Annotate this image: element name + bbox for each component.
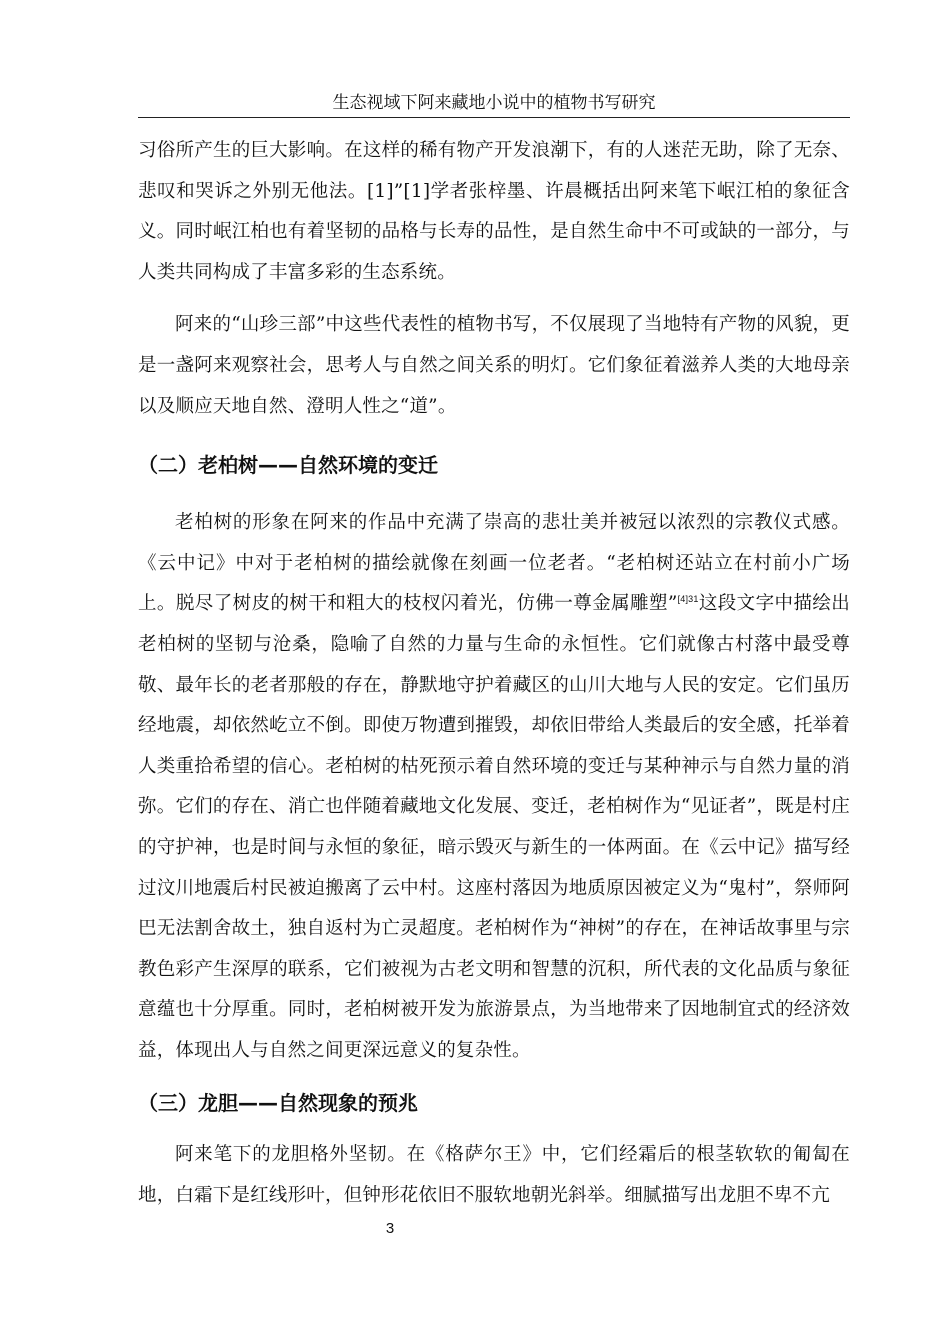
paragraph-longdan: 阿来笔下的龙胆格外坚韧。在《格萨尔王》中，它们经霜后的根茎软软的匍匐在地，白霜下是红线形叶，但钟形花依旧不服软地朝光斜举。细腻描写出龙胆不卑不亢 xyxy=(138,1144,850,1207)
page-number: 3 xyxy=(385,1220,395,1237)
header-rule xyxy=(138,117,850,118)
paragraph-shanzhen: 阿来的“山珍三部”中这些代表性的植物书写，不仅展现了当地特有产物的风貌，更是一盏阿来观察社会，思考人与自然之间关系的明灯。它们象征着滋养人类的大地母亲以及顺应天地自然、澄明人性之“道”。 xyxy=(138,314,850,417)
section-heading-laobaishu: （二）老柏树——自然环境的变迁 xyxy=(138,453,438,478)
citation-superscript: [4]31 xyxy=(677,594,699,605)
running-header: 生态视域下阿来藏地小说中的植物书写研究 xyxy=(332,93,656,113)
paragraph-laobaishu-part1: 老柏树的形象在阿来的作品中充满了崇高的悲壮美并被冠以浓烈的宗教仪式感。《云中记》中对于老柏树的描绘就像在刻画一位老者。“老柏树还站立在村前小广场上。脱尽了树皮的树干和粗大的枝杈闪着光，仿佛一尊金属雕塑” xyxy=(138,512,850,615)
body-text xyxy=(138,131,850,1217)
paragraph-continuation: 习俗所产生的巨大影响。在这样的稀有物产开发浪潮下，有的人迷茫无助，除了无奈、悲叹和哭诉之外别无他法。[1]”[1]学者张梓墨、许晨概括出阿来笔下岷江柏的象征含义。同时岷江柏也有着坚韧的品格与长寿的品性，是自然生命中不可或缺的一部分，与人类共同构成了丰富多彩的生态系统。 xyxy=(138,140,850,283)
paragraph-laobaishu-part2: 这段文字中描绘出老柏树的坚韧与沧桑，隐喻了自然的力量与生命的永恒性。它们就像古村落中最受尊敬、最年长的老者那般的存在，静默地守护着藏区的山川大地与人民的安定。它们虽历经地震，却依然屹立不倒。即使万物遭到摧毁，却依旧带给人类最后的安全感，托举着人类重拾希望的信心。老柏树的枯死预示着自然环境的变迁与某种神示与自然力量的消弥。它们的存在、消亡也伴随着藏地文化发展、变迁，老柏树作为“见证者”，既是村庄的守护神，也是时间与永恒的象征，暗示毁灭与新生的一体两面。在《云中记》描写经过汶川地震后村民被迫搬离了云中村。这座村落因为地质原因被定义为“鬼村”，祭师阿巴无法割舍故土，独自返村为亡灵超度。老柏树作为“神树”的存在，在神话故事里与宗教色彩产生深厚的联系，它们被视为古老文明和智慧的沉积，所代表的文化品质与象征意蕴也十分厚重。同时，老柏树被开发为旅游景点，为当地带来了因地制宜式的经济效益，体现出人与自然之间更深远意义的复杂性。 xyxy=(138,593,850,1061)
paragraph-laobaishu xyxy=(138,503,850,1071)
section-heading-longdan: （三）龙胆——自然现象的预兆 xyxy=(138,1091,418,1116)
